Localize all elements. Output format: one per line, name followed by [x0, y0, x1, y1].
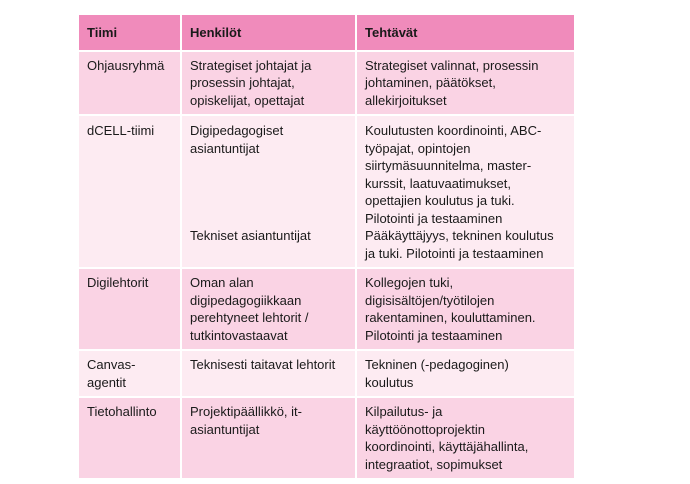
cell-text: Koulutusten koordinointi, ABC- — [365, 123, 542, 138]
teams-table — [77, 13, 576, 480]
cell-text: digisisältöjen/työtilojen — [365, 292, 495, 308]
cell-people — [181, 115, 356, 268]
cell-text: rakentaminen, kouluttaminen. — [365, 310, 536, 325]
cell-text: Strategiset valinnat, prosessin — [365, 57, 539, 73]
cell-people — [181, 268, 356, 350]
cell-tasks — [356, 51, 575, 116]
cell-text: Digilehtorit — [87, 275, 149, 290]
cell-tasks — [356, 268, 575, 350]
table-row — [78, 115, 575, 268]
cell-tasks — [356, 115, 575, 268]
cell-text: Teknisesti taitavat lehtorit — [190, 357, 336, 372]
cell-text: Canvas- — [87, 357, 136, 372]
cell-text: kurssit, laatuvaatimukset, — [365, 175, 511, 191]
cell-text: agentit — [87, 374, 127, 390]
cell-people — [181, 397, 356, 479]
cell-team — [78, 268, 181, 350]
cell-text: Pilotointi ja testaaminen — [365, 327, 503, 343]
table-row — [78, 350, 575, 397]
cell-text: dCELL-tiimi — [87, 123, 155, 138]
cell-people — [181, 51, 356, 116]
cell-text: koulutus — [365, 374, 414, 390]
cell-text: Tekninen (-pedagoginen) — [365, 357, 509, 372]
header-team: Tiimi — [78, 14, 181, 51]
cell-text: siirtymäsuunnitelma, master- — [365, 158, 532, 173]
cell-text: Tietohallinto — [87, 404, 157, 419]
cell-text: Kilpailutus- ja — [365, 404, 443, 419]
cell-text: digipedagogiikkaan — [190, 292, 302, 308]
cell-text: Strategiset johtajat ja — [190, 57, 312, 73]
table-row — [78, 51, 575, 116]
cell-text: allekirjoitukset — [365, 92, 447, 108]
cell-text: Pääkäyttäjyys, tekninen koulutus — [365, 228, 554, 243]
cell-text: integraatiot, sopimukset — [365, 456, 503, 472]
cell-text: Tekniset asiantuntijat — [190, 228, 311, 243]
cell-text: Kollegojen tuki, — [365, 275, 454, 290]
cell-text: perehtyneet lehtorit / — [190, 310, 309, 325]
cell-team — [78, 350, 181, 397]
cell-team — [78, 115, 181, 268]
table-header-row — [78, 14, 575, 51]
cell-text: asiantuntijat — [190, 140, 260, 156]
cell-tasks — [356, 350, 575, 397]
cell-tasks — [356, 397, 575, 479]
cell-text: opettajien koulutus ja tuki. — [365, 193, 515, 208]
cell-text: opiskelijat, opettajat — [190, 92, 305, 108]
cell-text: käyttöönottoprojektin — [365, 421, 485, 437]
cell-text: Pilotointi ja testaaminen — [365, 210, 503, 226]
cell-text: koordinointi, käyttäjähallinta, — [365, 439, 529, 454]
cell-text: asiantuntijat — [190, 421, 260, 437]
cell-people — [181, 350, 356, 397]
cell-text: Oman alan — [190, 275, 254, 290]
cell-spacer — [190, 157, 347, 227]
cell-team — [78, 51, 181, 116]
cell-text: työpajat, opintojen — [365, 140, 471, 156]
cell-text: tutkintovastaavat — [190, 327, 288, 343]
cell-text: Ohjausryhmä — [87, 57, 165, 73]
table-row — [78, 268, 575, 350]
cell-text: ja tuki. Pilotointi ja testaaminen — [365, 245, 544, 261]
cell-team — [78, 397, 181, 479]
header-people: Henkilöt — [181, 14, 356, 51]
table-row — [78, 397, 575, 479]
header-tasks: Tehtävät — [356, 14, 575, 51]
cell-text: prosessin johtajat, — [190, 75, 295, 90]
cell-text: Projektipäällikkö, it- — [190, 404, 302, 419]
cell-text: Digipedagogiset — [190, 123, 284, 138]
cell-text: johtaminen, päätökset, — [365, 75, 496, 90]
